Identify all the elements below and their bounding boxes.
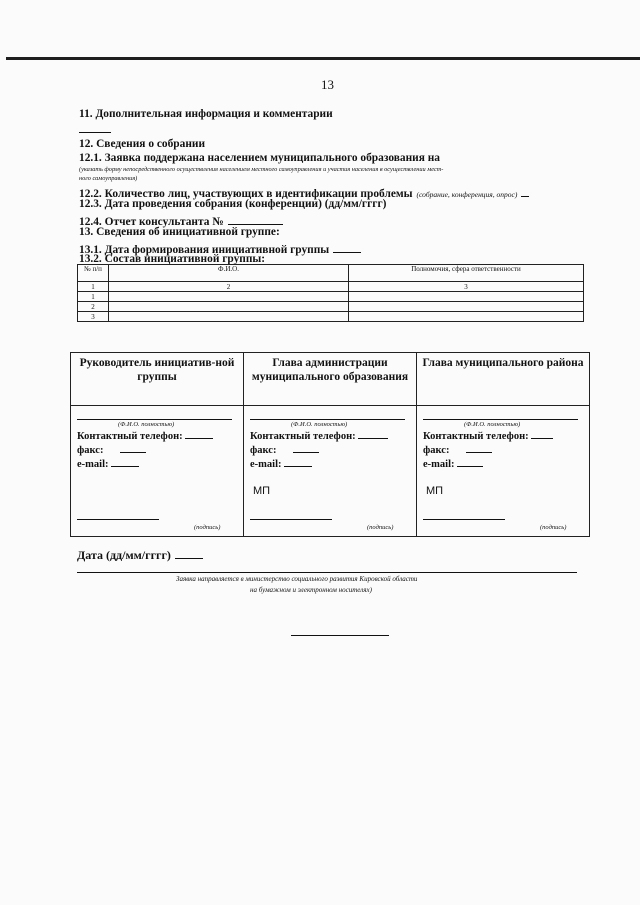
signer-2-block: (Ф.И.О. полностью) Контактный телефон: факс: e-mail: МП (подпись): [244, 406, 417, 537]
page-number: 13: [321, 77, 334, 92]
footnote-line-1: Заявка направляется в министерство социального развития Кировской области: [176, 575, 418, 583]
signer-1-title: Руководитель инициатив-ной группы: [71, 353, 244, 406]
initiative-group-table: [77, 264, 584, 322]
item-13-2: 13.2. Состав инициативной группы:: [79, 253, 266, 265]
signatures-table: [70, 352, 590, 537]
item-12-1-note-cont: ного самоуправления): [79, 175, 138, 182]
signer-2-title: Глава администрации муниципального образования: [244, 353, 417, 406]
table-row: 3: [78, 312, 584, 322]
item-13-1: 13.1. Дата формирования инициативной группы: [79, 240, 361, 258]
table-header-row: [78, 265, 584, 282]
section-13-heading: 13. Сведения об инициативной группе:: [79, 226, 280, 238]
header-authority: Полномочия, сфера ответственности: [349, 265, 584, 282]
stamp-place: МП: [426, 485, 444, 497]
item-12-3: 12.3. Дата проведения собрания (конференции) (дд/мм/гггг): [79, 198, 387, 210]
section-11-answer-line: [79, 132, 111, 133]
footnote-line-2: на бумажном и электронном носителях): [250, 586, 372, 594]
table-row: 2: [78, 302, 584, 312]
stamp-place: МП: [253, 485, 271, 497]
item-12-2: 12.2. Количество лиц, участвующих в идентификации проблемы (собрание, конференция, опрос): [79, 184, 529, 202]
section-11-heading: 11. Дополнительная информация и комментарии: [79, 108, 333, 120]
signer-3-block: (Ф.И.О. полностью) Контактный телефон: факс: e-mail: МП (подпись): [417, 406, 590, 537]
header-num: № п/п: [78, 265, 109, 282]
signer-1-block: (Ф.И.О. полностью) Контактный телефон: факс: e-mail: (подпись): [71, 406, 244, 537]
date-field: Дата (дд/мм/гггг): [77, 546, 203, 564]
item-12-4: 12.4. Отчет консультанта №: [79, 212, 283, 230]
table-row: 1: [78, 292, 584, 302]
item-12-1: 12.1. Заявка поддержана населением муниципального образования на: [79, 152, 440, 164]
end-line: [291, 635, 389, 636]
section-12-heading: 12. Сведения о собрании: [79, 138, 206, 150]
item-12-1-note: (указать форму непосредственного осуществления населением местного самоуправления и участия населения в осуществлении мест-: [79, 166, 444, 173]
table-row: 1 2 3: [78, 282, 584, 292]
header-fio: Ф.И.О.: [109, 265, 349, 282]
top-border-line: [6, 57, 640, 60]
signer-3-title: Глава муниципального района: [417, 353, 590, 406]
footnote-separator: [77, 572, 577, 573]
